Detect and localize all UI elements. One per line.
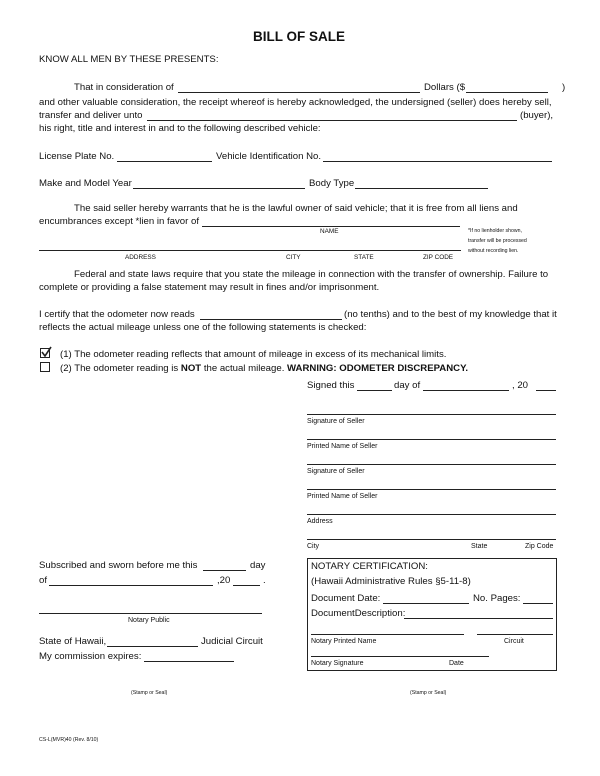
- para1-line2: and other valuable consideration, the receipt whereof is hereby acknowledged, the undersigned (seller) does hereby sell,: [39, 97, 552, 108]
- notary-cert-rules: (Hawaii Administrative Rules §5-11-8): [311, 576, 471, 587]
- lienholder-name-field[interactable]: [202, 226, 460, 227]
- seller-address-label: Address: [307, 518, 333, 525]
- signed-month-field[interactable]: [423, 390, 509, 391]
- document-date-field[interactable]: [383, 603, 469, 604]
- buyer-field[interactable]: [147, 120, 517, 121]
- notary-public-label: Notary Public: [128, 617, 170, 624]
- option1-text: (1) The odometer reading reflects that amount of mileage in excess of its mechanical limits.: [60, 349, 447, 360]
- seller-city-label: City: [307, 543, 320, 550]
- document-description-field[interactable]: [404, 618, 553, 619]
- intro-text: KNOW ALL MEN BY THESE PRESENTS:: [39, 54, 219, 65]
- seller-printed-2-label: Printed Name of Seller: [307, 493, 378, 500]
- seller-printed-1-line[interactable]: [307, 439, 556, 440]
- checkmark-icon: [40, 346, 53, 359]
- seller-signature-1-label: Signature of Seller: [307, 418, 365, 425]
- odometer-field[interactable]: [200, 319, 342, 320]
- document-description-label: DocumentDescription:: [311, 608, 406, 619]
- option2-text-b: the actual mileage.: [203, 363, 285, 374]
- subscribed-month-field[interactable]: [49, 585, 213, 586]
- odometer-label: I certify that the odometer now reads: [39, 309, 195, 320]
- dollars-amount-field[interactable]: [466, 92, 548, 93]
- year-prefix: ,20: [217, 575, 231, 586]
- commission-field[interactable]: [144, 661, 234, 662]
- notary-printed-name-line[interactable]: [311, 634, 464, 635]
- seller-printed-1-label: Printed Name of Seller: [307, 443, 378, 450]
- make-model-field[interactable]: [133, 188, 305, 189]
- document-title: BILL OF SALE: [253, 29, 346, 44]
- subscribed-year-field[interactable]: [233, 585, 260, 586]
- year-label: , 20: [512, 380, 529, 391]
- para4-line2: reflects the actual mileage unless one of the following statements is checked:: [39, 322, 367, 333]
- judicial-circuit-label: Judicial Circuit: [201, 636, 263, 647]
- option2-text-a: (2) The odometer reading is: [60, 363, 179, 374]
- deliver-label: transfer and deliver unto: [39, 110, 143, 121]
- seller-signature-2-line[interactable]: [307, 464, 556, 465]
- odometer-after: (no tenths) and to the best of my knowledge that it: [344, 309, 557, 320]
- name-caption: NAME: [320, 228, 339, 235]
- signed-year-field[interactable]: [536, 390, 556, 391]
- buyer-label: (buyer),: [520, 110, 554, 121]
- para2-line1: The said seller hereby warrants that he is the lawful owner of said vehicle; that it is free from all liens and: [74, 203, 518, 214]
- seller-city-line[interactable]: [307, 539, 556, 540]
- para1-line4: his right, title and interest in and to the following described vehicle:: [39, 123, 321, 134]
- subscribed-label: Subscribed and sworn before me this: [39, 560, 198, 571]
- stamp-left: (Stamp or Seal): [131, 690, 168, 696]
- consideration-label: That in consideration of: [74, 82, 174, 93]
- lien-note-line3: without recording lien.: [468, 248, 519, 254]
- consideration-field[interactable]: [178, 92, 420, 93]
- of-label: of: [39, 575, 48, 586]
- address-caption: ADDRESS: [125, 254, 156, 261]
- notary-signature-label: Notary Signature: [311, 660, 364, 667]
- zip-caption: ZIP CODE: [423, 254, 454, 261]
- judicial-circuit-field[interactable]: [107, 646, 198, 647]
- city-caption: CITY: [286, 254, 301, 261]
- seller-zip-label: Zip Code: [525, 543, 554, 550]
- notary-circuit-label: Circuit: [504, 638, 524, 645]
- notary-signature-line[interactable]: [311, 656, 489, 657]
- lien-note-line2: transfer will be processed: [468, 238, 527, 244]
- option1-checkbox[interactable]: [40, 348, 50, 358]
- day-of-label: day of: [394, 380, 421, 391]
- signed-label: Signed this: [307, 380, 355, 391]
- period: .: [263, 575, 266, 586]
- lien-note-line1: *If no lienholder shown,: [468, 228, 522, 234]
- option2-text: [60, 363, 468, 375]
- lienholder-address-field[interactable]: [39, 250, 461, 251]
- notary-printed-name-label: Notary Printed Name: [311, 638, 377, 645]
- notary-circuit-line[interactable]: [477, 634, 553, 635]
- seller-printed-2-line[interactable]: [307, 489, 556, 490]
- para3-line2: complete or providing a false statement may result in fines and/or imprisonment.: [39, 282, 380, 293]
- option2-not: NOT: [180, 363, 202, 374]
- seller-signature-2-label: Signature of Seller: [307, 468, 365, 475]
- state-caption: STATE: [354, 254, 374, 261]
- notary-public-line[interactable]: [39, 613, 262, 614]
- license-plate-field[interactable]: [117, 161, 212, 162]
- subscribed-day-label: day: [250, 560, 266, 571]
- lien-label: encumbrances except *lien in favor of: [39, 216, 199, 227]
- notary-cert-title: NOTARY CERTIFICATION:: [311, 561, 428, 572]
- option2-checkbox[interactable]: [40, 362, 50, 372]
- vin-label: Vehicle Identification No.: [216, 151, 322, 162]
- body-type-field[interactable]: [355, 188, 488, 189]
- vin-field[interactable]: [323, 161, 552, 162]
- make-model-label: Make and Model Year: [39, 178, 132, 189]
- stamp-right: (Stamp or Seal): [410, 690, 447, 696]
- seller-signature-1-line[interactable]: [307, 414, 556, 415]
- signed-day-field[interactable]: [357, 390, 392, 391]
- seller-state-label: State: [471, 543, 488, 550]
- subscribed-day-field[interactable]: [203, 570, 246, 571]
- body-type-label: Body Type: [309, 178, 355, 189]
- para3-line1: Federal and state laws require that you state the mileage in connection with the transfer of ownership. Failure to: [74, 269, 549, 280]
- state-of-hawaii-label: State of Hawaii,: [39, 636, 107, 647]
- commission-label: My commission expires:: [39, 651, 142, 662]
- notary-date-label: Date: [449, 660, 464, 667]
- license-plate-label: License Plate No.: [39, 151, 115, 162]
- seller-address-line[interactable]: [307, 514, 556, 515]
- pages-label: No. Pages:: [473, 593, 521, 604]
- dollars-label: Dollars ($: [424, 82, 466, 93]
- form-number: CS-L(MVR)40 (Rev. 8/10): [39, 737, 99, 743]
- document-date-label: Document Date:: [311, 593, 381, 604]
- option2-warning: WARNING: ODOMETER DISCREPANCY.: [287, 363, 469, 374]
- pages-field[interactable]: [523, 603, 553, 604]
- dollars-close: ): [562, 82, 566, 93]
